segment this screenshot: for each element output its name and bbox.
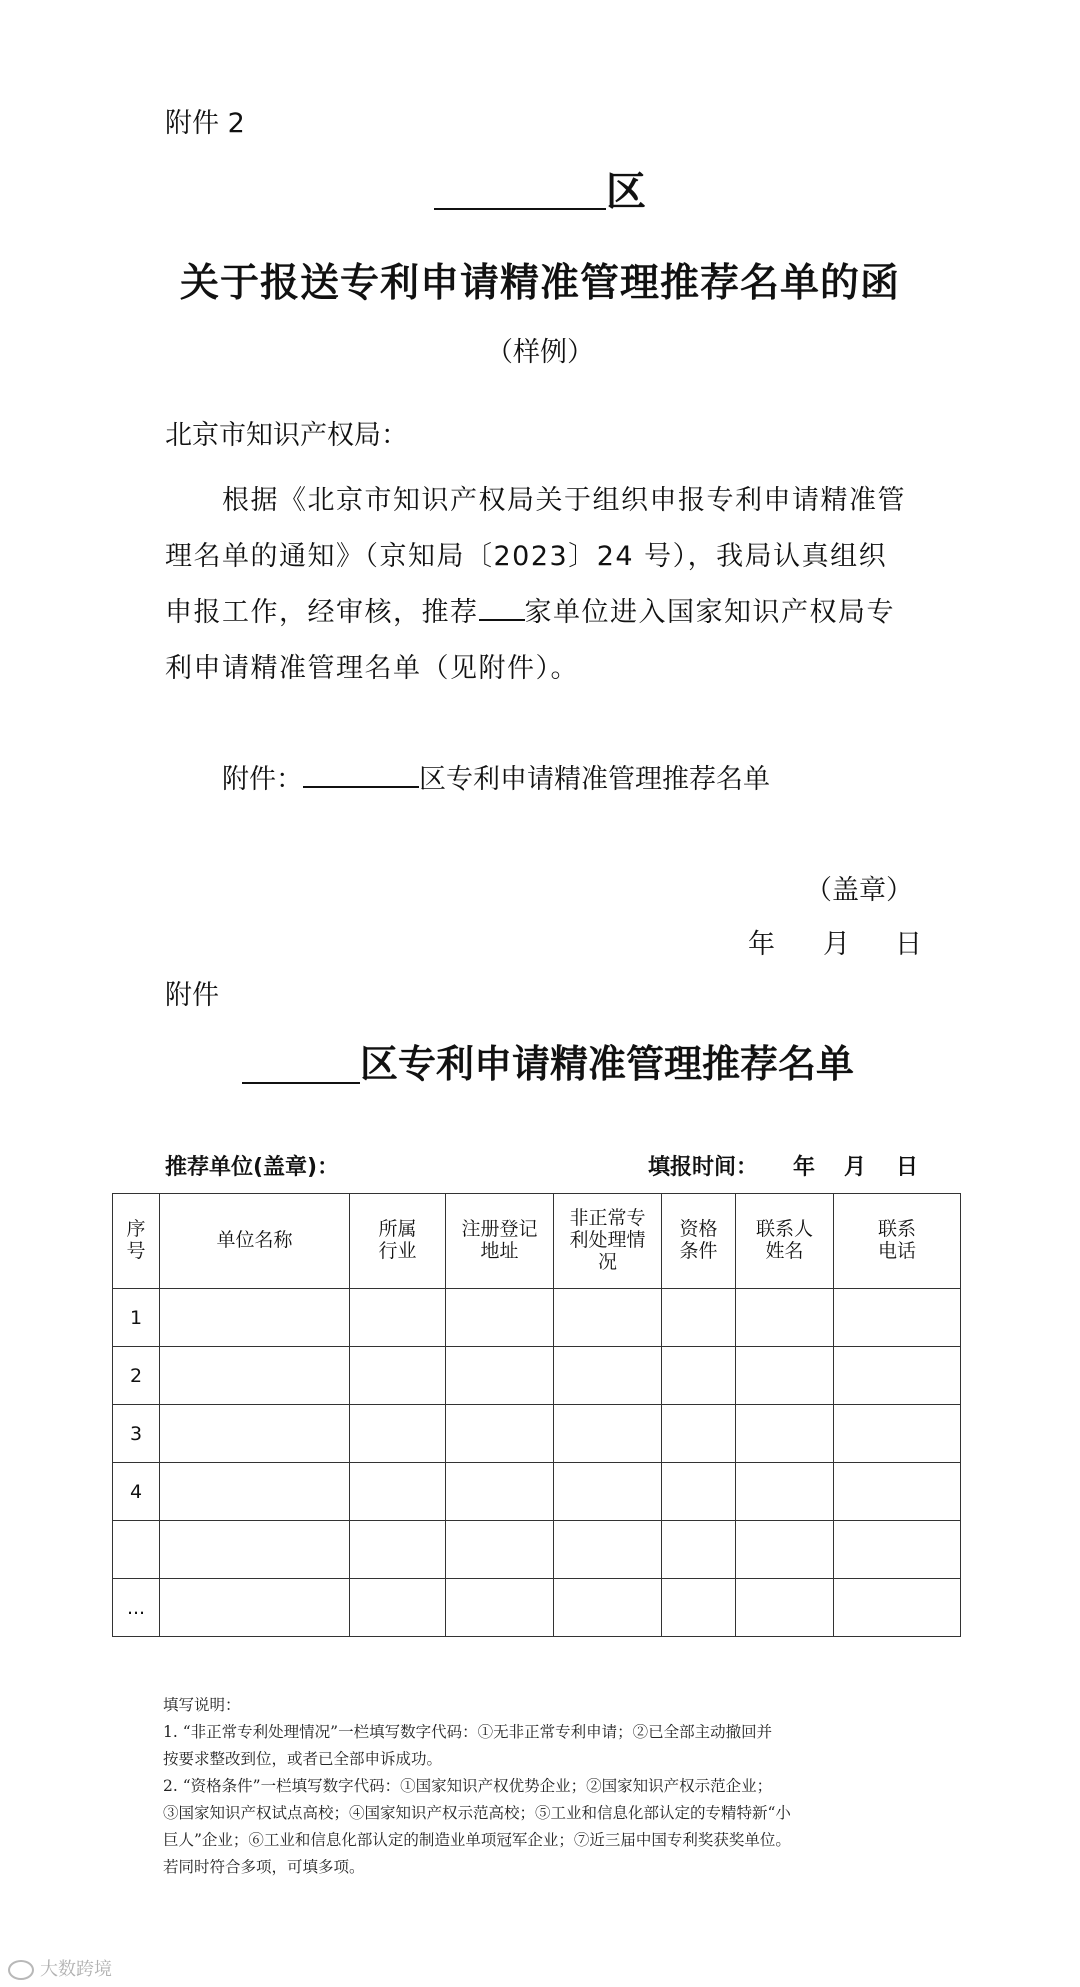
notes-line-6: 若同时符合多项，可填多项。 [163,1858,365,1876]
letter-date-day: 日 [895,929,922,960]
letter-subtitle: （样例） [486,337,594,368]
header-unit-name: 单位名称 [160,1194,350,1289]
cell-abnormal-patent[interactable] [554,1347,662,1405]
cell-industry[interactable] [350,1289,446,1347]
attachment-reference [222,760,770,796]
header-address: 注册登记地址 [446,1194,554,1289]
notes-line-4: ③国家知识产权试点高校；④国家知识产权示范高校；⑤工业和信息化部认定的专精特新“小 [163,1804,791,1822]
cell-unit-name[interactable] [160,1579,350,1637]
table-row [113,1463,961,1521]
cell-address[interactable] [446,1405,554,1463]
row-number: 2 [113,1347,160,1405]
table-row [113,1289,961,1347]
cell-unit-name[interactable] [160,1521,350,1579]
cell-address[interactable] [446,1521,554,1579]
letter-title: 关于报送专利申请精准管理推荐名单的函 [179,260,900,306]
cell-unit-name[interactable] [160,1405,350,1463]
salutation: 北京市知识产权局： [165,420,408,451]
row-number [113,1521,160,1579]
district-blank-heading [434,166,646,215]
attachment-prefix: 附件： [222,764,303,795]
row-number: 3 [113,1405,160,1463]
cell-abnormal-patent[interactable] [554,1579,662,1637]
notes-line-5: 巨人”企业；⑥工业和信息化部认定的制造业单项冠军企业；⑦近三届中国专利奖获奖单位。 [163,1831,791,1849]
cell-abnormal-patent[interactable] [554,1405,662,1463]
table-row [113,1579,961,1637]
cell-qualification[interactable] [662,1521,736,1579]
cell-address[interactable] [446,1579,554,1637]
header-contact-name: 联系人姓名 [736,1194,834,1289]
header-contact-phone: 联系电话 [834,1194,961,1289]
watermark [8,1955,112,1981]
notes-line-1: 1. “非正常专利处理情况”一栏填写数字代码：①无非正常专利申请；②已全部主动撤回并 [163,1723,773,1741]
cell-industry[interactable] [350,1347,446,1405]
table-row [113,1405,961,1463]
row-number: 4 [113,1463,160,1521]
notes-line-2: 按要求整改到位，或者已全部申诉成功。 [163,1750,443,1768]
letter-date-year: 年 [748,929,775,960]
seal-label: （盖章） [805,875,913,906]
cell-address[interactable] [446,1463,554,1521]
body-line-3 [165,590,895,629]
recommendation-table [112,1193,961,1637]
cell-qualification[interactable] [662,1463,736,1521]
cell-address[interactable] [446,1347,554,1405]
cell-contact-name[interactable] [736,1579,834,1637]
cell-industry[interactable] [350,1579,446,1637]
cell-contact-name[interactable] [736,1289,834,1347]
annex-date-month: 月 [844,1155,867,1180]
cell-contact-phone[interactable] [834,1405,961,1463]
recommender-label: 推荐单位(盖章)： [165,1155,340,1180]
body-line-3-b: 家单位进入国家知识产权局专 [524,597,895,628]
table-row [113,1347,961,1405]
annex-title-suffix: 区专利申请精准管理推荐名单 [360,1041,855,1086]
cell-contact-name[interactable] [736,1405,834,1463]
cell-contact-name[interactable] [736,1347,834,1405]
count-blank [479,595,525,621]
cell-unit-name[interactable] [160,1347,350,1405]
district-suffix: 区 [606,168,646,215]
cell-industry[interactable] [350,1405,446,1463]
attachment-suffix: 区专利申请精准管理推荐名单 [419,764,770,795]
cell-abnormal-patent[interactable] [554,1289,662,1347]
cell-contact-phone[interactable] [834,1521,961,1579]
notes-heading: 填写说明： [163,1696,241,1714]
cell-contact-name[interactable] [736,1521,834,1579]
annex-title [242,1036,854,1086]
cell-contact-phone[interactable] [834,1463,961,1521]
cell-contact-phone[interactable] [834,1289,961,1347]
header-serial: 序号 [113,1194,160,1289]
row-number: 1 [113,1289,160,1347]
annex-date-day: 日 [896,1155,919,1180]
annex-date-year: 年 [793,1155,816,1180]
row-number: ... [113,1579,160,1637]
cell-industry[interactable] [350,1521,446,1579]
table-header-row [113,1194,961,1289]
cell-industry[interactable] [350,1463,446,1521]
cell-address[interactable] [446,1289,554,1347]
cell-qualification[interactable] [662,1579,736,1637]
fill-time-label: 填报时间： [648,1155,759,1180]
cell-unit-name[interactable] [160,1289,350,1347]
header-qualification: 资格条件 [662,1194,736,1289]
annex-label: 附件 [165,980,219,1011]
body-line-2: 理名单的通知》（京知局〔2023〕24 号），我局认真组织 [165,541,888,572]
cell-qualification[interactable] [662,1289,736,1347]
body-line-1: 根据《北京市知识产权局关于组织申报专利申请精准管 [222,485,906,516]
letter-date-month: 月 [823,929,850,960]
cell-contact-phone[interactable] [834,1579,961,1637]
cell-unit-name[interactable] [160,1463,350,1521]
body-line-3-a: 申报工作，经审核，推荐 [165,597,479,628]
cell-contact-name[interactable] [736,1463,834,1521]
table-row [113,1521,961,1579]
attachment-district-blank [303,760,419,788]
cell-abnormal-patent[interactable] [554,1463,662,1521]
cell-contact-phone[interactable] [834,1347,961,1405]
watermark-text: 大数跨境 [40,1959,112,1980]
district-blank [434,166,606,210]
body-line-4: 利申请精准管理名单（见附件）。 [165,653,579,684]
cell-abnormal-patent[interactable] [554,1521,662,1579]
cell-qualification[interactable] [662,1347,736,1405]
watermark-logo-icon [8,1960,34,1980]
attachment-label: 附件 2 [165,108,245,139]
header-abnormal-patent: 非正常专利处理情况 [554,1194,662,1289]
annex-district-blank [242,1036,360,1084]
notes-line-3: 2. “资格条件”一栏填写数字代码：①国家知识产权优势企业；②国家知识产权示范企业； [163,1777,773,1795]
header-industry: 所属行业 [350,1194,446,1289]
cell-qualification[interactable] [662,1405,736,1463]
